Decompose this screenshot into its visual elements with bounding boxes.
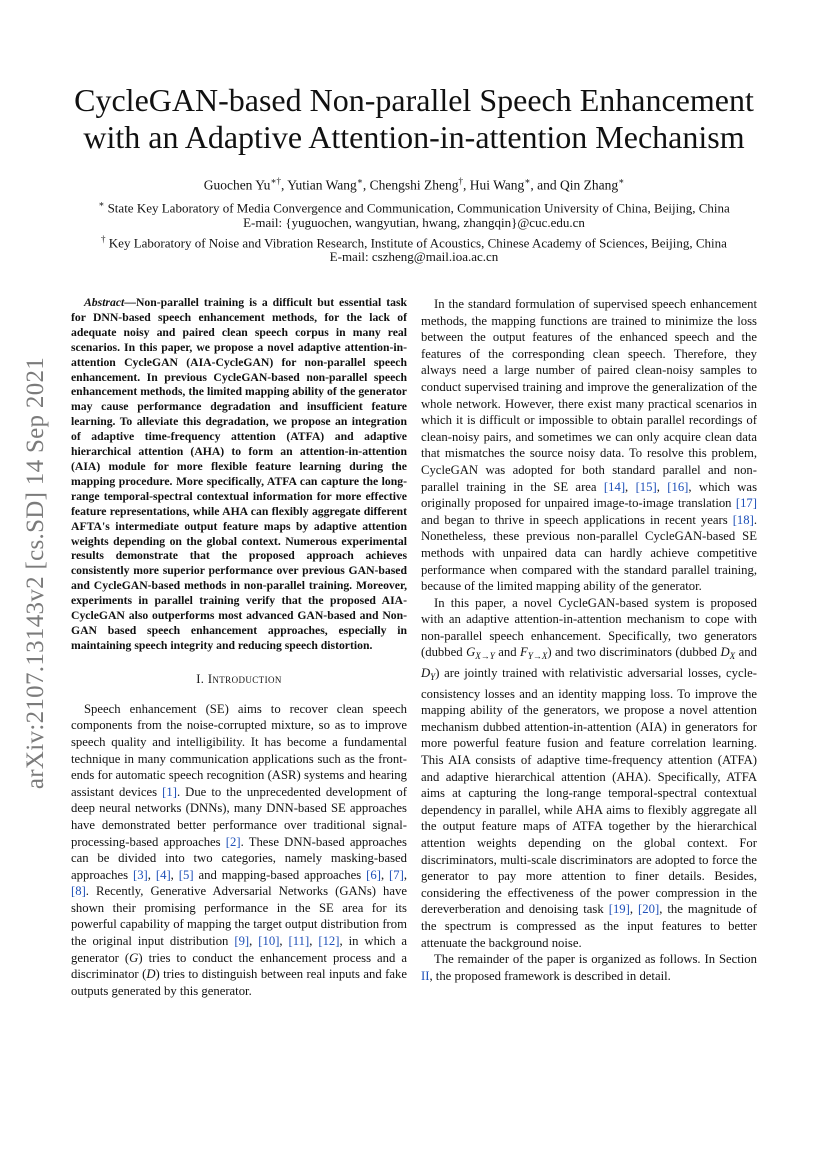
email-1 bbox=[40, 214, 788, 231]
text-run: . Due to the unprecedented development of deep neural networks (DNNs), many DNN-based SE approaches have demonstrated better performance over traditional signal-processing-based approaches bbox=[71, 784, 407, 849]
text-run: Speech enhancement (SE) aims to recover clean speech components from the noise-corrupted mixture, so as to improve speech quality and intelligibility. It has become a fundamental technique in many communication applications such as the front-ends for automatic speech recognition (ASR) systems and hearing assistant devices bbox=[71, 701, 407, 799]
text-run: , in which a generator ( bbox=[71, 934, 408, 965]
citation-link[interactable]: [18] bbox=[732, 512, 754, 527]
citation-link[interactable]: [7] bbox=[389, 867, 404, 882]
text-run: , the magnitude of the spectrum is compressed as the input features to better attenuate the background noise. bbox=[421, 902, 757, 950]
math-subscript: X→Y bbox=[475, 651, 495, 662]
author-name: Yutian Wang bbox=[287, 177, 357, 193]
text-run: . These DNN-based approaches can be divided into two categories, namely masking-based approaches bbox=[71, 834, 407, 882]
citation-link[interactable]: [4] bbox=[155, 867, 171, 882]
text-run: . Recently, Generative Adversarial Networks (GANs) have shown their promising performance in the SE area for its powerful capability of mapping the target output distribution from the original input distribution bbox=[71, 884, 407, 949]
author-mark: ∗ bbox=[618, 176, 625, 186]
author-list bbox=[100, 176, 728, 194]
author-separator: , bbox=[462, 177, 470, 193]
citation-link[interactable]: [12] bbox=[318, 934, 340, 949]
abstract-body: —Non-parallel training is a difficult but essential task for DNN-based speech enhancement methods, for the lack of adequate noisy and paired clean speech corpus in many real scenarios. In this paper, we propose a novel adaptive attention-in-attention CycleGAN (AIA-CycleGAN) for non-parallel speech enhancement. In previous CycleGAN-based non-parallel speech enhancement methods, the limited mapping ability of the generator may cause performance degradation and insufficient feature learning. To alleviate this degradation, we propose an integration of adaptive time-frequency attention (ATFA) and adaptive hierarchical attention (AHA) to form an attention-in-attention (AIA) module for more flexible feature learning during the mapping procedure. More specifically, ATFA can capture the long-range temporal-spectral contextual information for more effective feature representations, while AHA can flexibly aggregate different AFTA's intermediate output feature maps by adaptive attention weights depending on the global context. Numerous experimental results demonstrate that the proposed approach achieves consistently more superior performance over previous GAN-based and CycleGAN-based methods in non-parallel training. Moreover, experiments in parallel training verify that the proposed AIA-CycleGAN also outperforms most advanced GAN-based and Non-GAN based speech enhancement approaches, especially in maintaining speech integrity and reducing speech distortion. bbox=[71, 296, 407, 652]
math-symbol bbox=[720, 645, 736, 662]
text-run: . Nonetheless, these previous non-parallel CycleGAN-based SE methods with unpaired data can hardly achieve competitive performance when compared with the standard parallel training, because of the limited mapping ability of the generator. bbox=[421, 512, 757, 594]
author-separator: , bbox=[362, 177, 370, 193]
affiliation-text: State Key Laboratory of Media Convergence and Communication, Communication University of China, Beijing, China bbox=[104, 200, 730, 216]
title-line-2: with an Adaptive Attention-in-attention Mechanism bbox=[83, 119, 745, 155]
text-run: , the proposed framework is described in detail. bbox=[429, 968, 671, 983]
email-text: E-mail: {yuguochen, wangyutian, hwang, zhangqin}@cuc.edu.cn bbox=[243, 215, 585, 230]
math-subscript: Y→X bbox=[527, 651, 548, 662]
text-run: and began to thrive in speech applications in recent years bbox=[421, 512, 733, 527]
math-symbol bbox=[421, 666, 436, 683]
right-column bbox=[421, 296, 757, 984]
text-run: , bbox=[629, 902, 639, 917]
citation-link[interactable]: II bbox=[421, 968, 430, 983]
math-base: G bbox=[129, 950, 139, 965]
author-name: Chengshi Zheng bbox=[369, 177, 459, 193]
left-column bbox=[71, 296, 407, 999]
math-base: G bbox=[466, 645, 476, 660]
citation-link[interactable]: [16] bbox=[667, 479, 689, 494]
text-run: and bbox=[735, 645, 757, 660]
citation-link[interactable]: [8] bbox=[71, 884, 86, 899]
intro-paragraph-1 bbox=[71, 701, 407, 1000]
citation-link[interactable]: [20] bbox=[638, 902, 660, 917]
text-run: ) tries to conduct the enhancement process and a discriminator ( bbox=[71, 950, 407, 982]
text-run: , bbox=[625, 479, 636, 494]
abstract-label: Abstract bbox=[84, 296, 125, 309]
text-run: , bbox=[249, 934, 259, 949]
text-run: , bbox=[403, 867, 407, 882]
paper-title bbox=[60, 82, 768, 156]
email-text: E-mail: cszheng@mail.ioa.ac.cn bbox=[329, 249, 499, 264]
affiliation-text: Key Laboratory of Noise and Vibration Research, Institute of Acoustics, Chinese Academy of Sciences, Beijing, China bbox=[105, 235, 727, 251]
text-run: , bbox=[279, 934, 289, 949]
text-run: ) are jointly trained with relativistic adversarial losses, cycle-consistency losses and an identity mapping loss. To improve the mapping ability of the generators, we propose a novel attention mechanism dubbed attention-in-attention (AIA) in generators for more powerful feature fusion and feature correlation learning. This AIA consists of adaptive time-frequency attention (ATFA) and adaptive hierarchical attention (AHA). Specifically, ATFA aims at capturing the long-range temporal-spectral contextual dependency in parallel, while AHA aims to flexibly aggregate all the output feature maps of ATFA together by the hierarchical attention weights depending on the global context. For discriminators, multi-scale discriminators are adopted to force the generator to pay more attention to finer details. Besides, considering the effectiveness of the power compression in the dereverberation and denoising task bbox=[421, 666, 757, 917]
citation-link[interactable]: [9] bbox=[234, 934, 250, 949]
text-run: ) and two discriminators (dubbed bbox=[547, 645, 721, 660]
text-run: The remainder of the paper is organized as follows. In Section bbox=[434, 952, 757, 967]
math-base: D bbox=[146, 967, 156, 982]
math-base: D bbox=[421, 666, 431, 681]
citation-link[interactable]: [1] bbox=[162, 784, 177, 799]
text-run: , bbox=[380, 867, 390, 882]
title-line-1: CycleGAN-based Non-parallel Speech Enhancement bbox=[74, 82, 754, 118]
math-symbol bbox=[520, 645, 548, 662]
math-symbol bbox=[466, 645, 495, 662]
citation-link[interactable]: [14] bbox=[603, 479, 626, 494]
abstract bbox=[71, 296, 407, 654]
intro-paragraph-4 bbox=[421, 951, 757, 984]
text-run: , bbox=[656, 479, 668, 494]
text-run: and mapping-based approaches bbox=[193, 867, 367, 882]
math-subscript: Y bbox=[430, 672, 436, 683]
section-heading-introduction: I. Introduction bbox=[196, 671, 282, 686]
author-name: Qin Zhang bbox=[560, 177, 619, 193]
text-run: ) tries to distinguish between real inputs and fake outputs generated by this generator. bbox=[71, 967, 407, 998]
citation-link[interactable]: [17] bbox=[735, 496, 757, 511]
author-mark: ∗ bbox=[524, 176, 531, 186]
citation-link[interactable]: [6] bbox=[366, 867, 381, 882]
email-2 bbox=[40, 248, 788, 265]
citation-link[interactable]: [5] bbox=[178, 867, 194, 882]
author-mark: † bbox=[458, 176, 463, 186]
math-base: F bbox=[520, 645, 528, 660]
citation-link[interactable]: [11] bbox=[288, 934, 310, 949]
affiliation-mark: † bbox=[101, 234, 106, 244]
citation-link[interactable]: [19] bbox=[608, 902, 630, 917]
author-separator: , and bbox=[530, 177, 561, 193]
text-run: , bbox=[147, 867, 156, 882]
citation-link[interactable]: [10] bbox=[258, 934, 280, 949]
intro-paragraph-3 bbox=[421, 595, 757, 951]
text-run: , bbox=[170, 867, 179, 882]
author-name: Hui Wang bbox=[469, 177, 525, 193]
arxiv-identifier: arXiv:2107.13143v2 [cs.SD] 14 Sep 2021 bbox=[22, 356, 49, 790]
math-base: D bbox=[720, 645, 730, 660]
text-run: In the standard formulation of supervised speech enhancement methods, the mapping functions are trained to minimize the loss between the output features of the enhanced speech and the features of the corresponding clean speech. Therefore, they always need a large number of paired clean-noisy samples to conduct supervised training and improve the generalization of the whole network. However, there exist many practical scenarios in which it is difficult or impossible to obtain parallel recordings of clean-noisy pairs, and sometimes we can only acquire clean data that mismatches the source noisy data. To resolve this problem, CycleGAN was adopted for both standard parallel and non-parallel training in the SE area bbox=[421, 297, 757, 494]
citation-link[interactable]: [15] bbox=[635, 479, 657, 494]
text-run: In this paper, a novel CycleGAN-based system is proposed with an adaptive attention-in-attention mechanism to cope with non-parallel speech enhancement. Specifically, two generators (dubbed bbox=[421, 595, 757, 660]
author-mark: ∗ bbox=[356, 176, 363, 186]
text-run: , bbox=[309, 934, 319, 949]
author-name: Guochen Yu bbox=[203, 177, 271, 193]
citation-link[interactable]: [3] bbox=[132, 867, 148, 882]
intro-paragraph-2 bbox=[421, 296, 757, 595]
math-subscript: X bbox=[729, 651, 736, 662]
affiliation-mark: ∗ bbox=[98, 199, 105, 209]
math-symbol bbox=[129, 951, 138, 965]
citation-link[interactable]: [2] bbox=[225, 834, 241, 849]
author-separator: , bbox=[280, 177, 288, 193]
text-run: , which was originally proposed for unpaired image-to-image translation bbox=[421, 479, 758, 511]
text-run: and bbox=[494, 645, 521, 660]
author-mark: ∗† bbox=[270, 176, 281, 186]
